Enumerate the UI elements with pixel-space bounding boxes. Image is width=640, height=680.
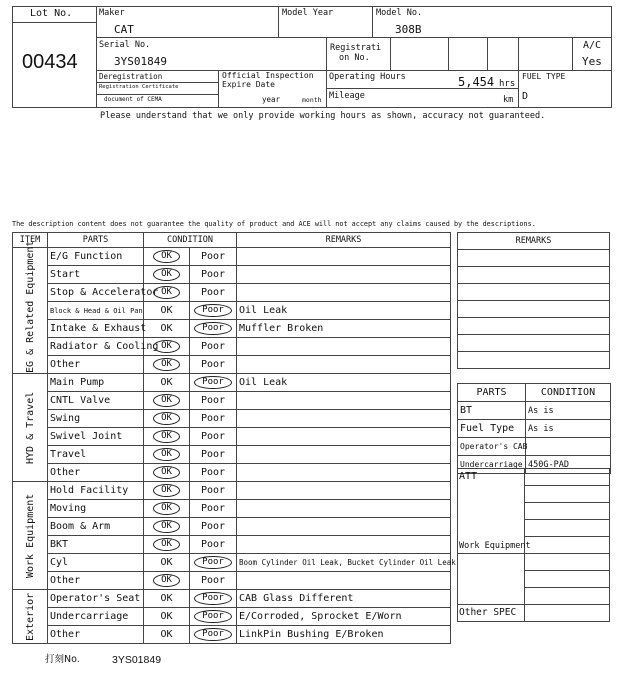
condition-poor [190, 284, 237, 302]
part-name: Boom & Arm [48, 518, 144, 536]
ok-mark: OK [160, 377, 173, 388]
table-row [13, 554, 451, 572]
right-part-name: Fuel Type [458, 420, 526, 438]
month-label: month [302, 96, 322, 104]
table-row [13, 464, 451, 482]
ok-mark: OK [153, 448, 180, 461]
table-row [13, 572, 451, 590]
fuel-type-value: D [522, 91, 529, 102]
condition-ok [144, 410, 190, 428]
part-name: Intake & Exhaust [48, 320, 144, 338]
table-row [13, 536, 451, 554]
right-part-name: Operator's CAB [458, 438, 526, 456]
condition-poor [190, 626, 237, 644]
serial-no-label: Serial No. [99, 40, 151, 50]
ok-mark: OK [160, 305, 173, 316]
remark: Oil Leak [237, 302, 451, 320]
part-name: BKT [48, 536, 144, 554]
poor-mark: Poor [200, 431, 226, 442]
condition-poor [190, 446, 237, 464]
category-label: HYD & Travel [13, 374, 48, 482]
right-part-condition: As is [526, 420, 611, 438]
part-name: Cyl [48, 554, 144, 572]
right-part-name: BT [458, 402, 526, 420]
condition-poor [190, 392, 237, 410]
col-condition: CONDITION [144, 233, 237, 248]
deregistration-label: Deregistration [99, 72, 163, 81]
inspection-label: Official Inspection [222, 71, 314, 80]
mileage-label: Mileage [329, 91, 365, 101]
table-row [13, 392, 451, 410]
work-equipment-label: Work Equipment [459, 541, 531, 551]
footer-label: 打刻No. [45, 654, 80, 665]
condition-ok [144, 626, 190, 644]
ok-mark: OK [153, 358, 180, 371]
remark: Muffler Broken [237, 320, 451, 338]
poor-mark: Poor [200, 575, 226, 586]
poor-mark: Poor [194, 304, 232, 317]
remark [237, 464, 451, 482]
ok-mark: OK [153, 466, 180, 479]
att-label: ATT [459, 471, 478, 482]
ok-mark: OK [153, 430, 180, 443]
ok-mark: OK [153, 340, 180, 353]
part-name: Swivel Joint [48, 428, 144, 446]
condition-ok [144, 482, 190, 500]
ok-mark: OK [160, 611, 173, 622]
part-name: Swing [48, 410, 144, 428]
poor-mark: Poor [200, 485, 226, 496]
remark: CAB Glass Different [237, 590, 451, 608]
ok-mark: OK [153, 502, 180, 515]
poor-mark: Poor [194, 592, 232, 605]
hours-notice: Please understand that we only provide working hours as shown, accuracy not guaranteed. [100, 111, 546, 121]
condition-poor [190, 554, 237, 572]
table-row [13, 410, 451, 428]
poor-mark: Poor [200, 287, 226, 298]
table-row [13, 482, 451, 500]
poor-mark: Poor [200, 449, 226, 460]
condition-ok [144, 446, 190, 464]
right-condition-header: CONDITION [526, 384, 611, 402]
table-row [13, 248, 451, 266]
model-no-label: Model No. [376, 8, 423, 18]
table-row [13, 320, 451, 338]
condition-ok [144, 464, 190, 482]
col-parts: PARTS [48, 233, 144, 248]
part-name: Hold Facility [48, 482, 144, 500]
operating-hours-value: 5,454 [458, 75, 495, 89]
right-part-condition [526, 438, 611, 456]
maker-value: CAT [114, 23, 134, 36]
model-no-value: 308B [395, 23, 422, 36]
condition-poor [190, 518, 237, 536]
table-row [13, 518, 451, 536]
table-row [13, 374, 451, 392]
operating-hours-label: Operating Hours [329, 72, 406, 82]
col-remarks: REMARKS [237, 233, 451, 248]
condition-poor [190, 338, 237, 356]
right-parts-row [458, 438, 611, 456]
poor-mark: Poor [194, 556, 232, 569]
remark [237, 482, 451, 500]
right-remarks-header: REMARKS [458, 233, 610, 250]
poor-mark: Poor [200, 341, 226, 352]
inspection-table [12, 232, 456, 644]
disclaimer: The description content does not guarantee the quality of product and ACE will not accept any claims caused by the descriptions. [12, 220, 536, 228]
condition-poor [190, 536, 237, 554]
ok-mark: OK [153, 520, 180, 533]
part-name: Other [48, 356, 144, 374]
serial-no-value: 3YS01849 [114, 55, 167, 68]
poor-mark: Poor [200, 395, 226, 406]
remark: E/Corroded, Sprocket E/Worn [237, 608, 451, 626]
table-row [13, 500, 451, 518]
table-header [13, 233, 451, 248]
condition-ok [144, 608, 190, 626]
part-name: Main Pump [48, 374, 144, 392]
right-parts-row [458, 402, 611, 420]
registration-no-label: Registrati [330, 43, 382, 53]
remark [237, 248, 451, 266]
remark [237, 392, 451, 410]
ok-mark: OK [153, 250, 180, 263]
ok-mark: OK [153, 574, 180, 587]
remark [237, 266, 451, 284]
table-row [13, 608, 451, 626]
condition-ok [144, 554, 190, 572]
part-name: Other [48, 464, 144, 482]
footer-value: 3YS01849 [112, 654, 162, 666]
ac-value: Yes [582, 55, 602, 68]
part-name: Block & Head & Oil Pan [48, 302, 144, 320]
table-row [13, 590, 451, 608]
condition-ok [144, 356, 190, 374]
category-label: Exterior [13, 590, 48, 644]
remark [237, 518, 451, 536]
poor-mark: Poor [194, 322, 232, 335]
remark: LinkPin Bushing E/Broken [237, 626, 451, 644]
part-name: Operator's Seat [48, 590, 144, 608]
poor-mark: Poor [200, 413, 226, 424]
poor-mark: Poor [200, 503, 226, 514]
km-label: km [503, 95, 514, 105]
ok-mark: OK [153, 268, 180, 281]
poor-mark: Poor [200, 521, 226, 532]
condition-ok [144, 428, 190, 446]
condition-poor [190, 302, 237, 320]
ok-mark: OK [153, 286, 180, 299]
part-name: Undercarriage [48, 608, 144, 626]
col-item: ITEM [13, 233, 48, 248]
condition-poor [190, 482, 237, 500]
condition-poor [190, 608, 237, 626]
ok-mark: OK [160, 557, 173, 568]
right-parts-table [457, 383, 611, 474]
table-row [13, 302, 451, 320]
ok-mark: OK [153, 412, 180, 425]
fuel-type-label: FUEL TYPE [522, 72, 566, 81]
remark: Boom Cylinder Oil Leak, Bucket Cylinder Oil Leak [237, 554, 451, 572]
maker-label: Maker [99, 8, 125, 18]
remark [237, 338, 451, 356]
condition-ok [144, 374, 190, 392]
right-part-condition: 450G-PAD [526, 456, 611, 474]
lot-no-label: Lot No. [30, 8, 73, 19]
hrs-label: hrs [499, 79, 516, 89]
ac-label: A/C [583, 40, 602, 51]
remark [237, 284, 451, 302]
right-part-name: Undercarriage [458, 456, 526, 474]
condition-ok [144, 572, 190, 590]
year-label: year [262, 95, 281, 104]
table-row [13, 446, 451, 464]
part-name: Travel [48, 446, 144, 464]
inspection-label-2: Expire Date [222, 80, 275, 89]
ok-mark: OK [160, 323, 173, 334]
condition-ok [144, 248, 190, 266]
cema-label: document of CEMA [104, 96, 162, 103]
ok-mark: OK [153, 394, 180, 407]
part-name: CNTL Valve [48, 392, 144, 410]
part-name: Stop & Accelerator [48, 284, 144, 302]
poor-mark: Poor [200, 467, 226, 478]
condition-poor [190, 572, 237, 590]
condition-ok [144, 500, 190, 518]
remark [237, 428, 451, 446]
ok-mark: OK [160, 629, 173, 640]
condition-poor [190, 590, 237, 608]
registration-no-label-2: on No. [339, 53, 370, 63]
part-name: Radiator & Cooling [48, 338, 144, 356]
condition-ok [144, 302, 190, 320]
condition-poor [190, 428, 237, 446]
poor-mark: Poor [200, 359, 226, 370]
poor-mark: Poor [194, 610, 232, 623]
remark [237, 446, 451, 464]
ok-mark: OK [153, 484, 180, 497]
right-parts-header: PARTS [458, 384, 526, 402]
category-label: Work Equipment [13, 482, 48, 590]
condition-ok [144, 266, 190, 284]
poor-mark: Poor [200, 269, 226, 280]
remark [237, 536, 451, 554]
registration-cert-label: Registration Certificate [99, 84, 179, 90]
remark [237, 410, 451, 428]
right-remarks-table [457, 232, 610, 369]
remark [237, 356, 451, 374]
table-row [13, 626, 451, 644]
table-row [13, 356, 451, 374]
right-parts-row [458, 420, 611, 438]
remark [237, 572, 451, 590]
lot-no-value: 00434 [22, 51, 78, 73]
condition-poor [190, 248, 237, 266]
part-name: Other [48, 626, 144, 644]
ok-mark: OK [160, 593, 173, 604]
remark [237, 500, 451, 518]
table-row [13, 284, 451, 302]
condition-ok [144, 320, 190, 338]
condition-ok [144, 590, 190, 608]
condition-ok [144, 518, 190, 536]
condition-ok [144, 392, 190, 410]
model-year-label: Model Year [282, 8, 334, 18]
condition-poor [190, 410, 237, 428]
condition-poor [190, 464, 237, 482]
other-spec-label: Other SPEC [459, 607, 517, 618]
condition-poor [190, 374, 237, 392]
table-row [13, 428, 451, 446]
part-name: Moving [48, 500, 144, 518]
poor-mark: Poor [200, 539, 226, 550]
poor-mark: Poor [194, 376, 232, 389]
ok-mark: OK [153, 538, 180, 551]
poor-mark: Poor [200, 251, 226, 262]
table-row [13, 338, 451, 356]
condition-poor [190, 356, 237, 374]
part-name: Other [48, 572, 144, 590]
condition-ok [144, 536, 190, 554]
right-part-condition: As is [526, 402, 611, 420]
part-name: Start [48, 266, 144, 284]
table-row [13, 266, 451, 284]
category-label: EG & Related Equipment [13, 248, 48, 374]
condition-poor [190, 266, 237, 284]
part-name: E/G Function [48, 248, 144, 266]
poor-mark: Poor [194, 628, 232, 641]
condition-poor [190, 320, 237, 338]
condition-poor [190, 500, 237, 518]
remark: Oil Leak [237, 374, 451, 392]
